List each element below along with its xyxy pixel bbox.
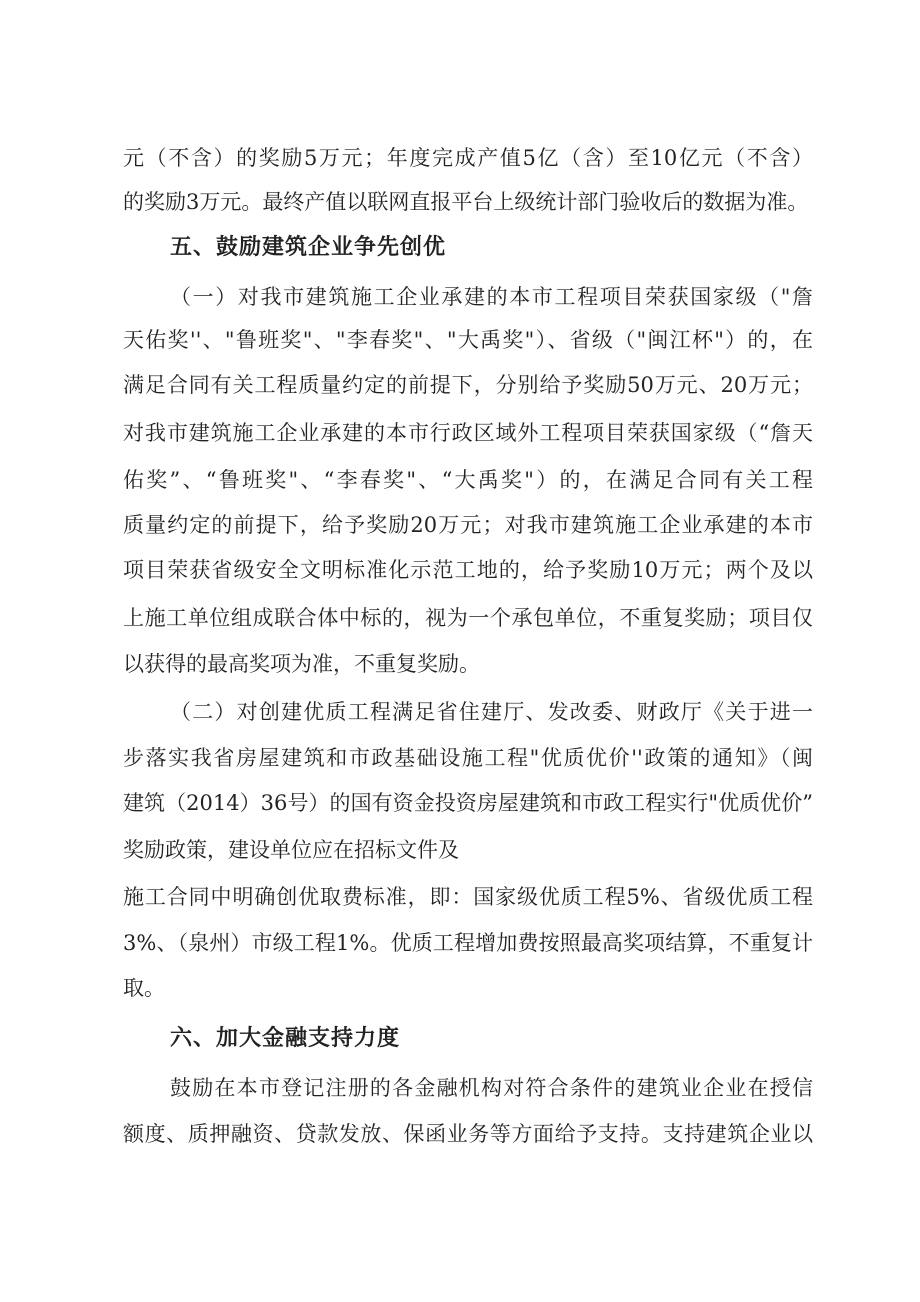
s5-p1-line-4: 对我市建筑施工企业承建的本市行政区域外工程项目荣获国家级（“詹天 bbox=[123, 421, 813, 445]
s5-p1-line-7: 项目荣获省级安全文明标准化示范工地的，给予奖励10万元；两个及以 bbox=[123, 558, 813, 582]
s5-p2-line-2: 步落实我省房屋建筑和市政基础设施工程"优质优价''政策的通知》（闽 bbox=[123, 746, 813, 770]
s5-p2-line-4: 奖励政策，建设单位应在招标文件及 bbox=[123, 838, 459, 862]
s5-p1-line-9: 以获得的最高奖项为准，不重复奖励。 bbox=[123, 652, 480, 676]
prev-paragraph-line-1: 元（不含）的奖励5万元；年度完成产值5亿（含）至10亿元（不含） bbox=[123, 146, 813, 170]
s6-p1-line-1: 鼓励在本市登记注册的各金融机构对符合条件的建筑业企业在授信 bbox=[170, 1076, 813, 1100]
s5-p1-line-6: 质量约定的前提下，给予奖励20万元；对我市建筑施工企业承建的本市 bbox=[123, 513, 813, 537]
section-6-heading: 六、加大金融支持力度 bbox=[170, 1026, 401, 1051]
s5-p2-line-5: 施工合同中明确创优取费标准，即：国家级优质工程5%、省级优质工程 bbox=[123, 885, 813, 909]
s5-p1-line-8: 上施工单位组成联合体中标的，视为一个承包单位，不重复奖励；项目仅 bbox=[123, 606, 813, 630]
s5-p1-line-5: 佑奖”、“鲁班奖"、“李春奖"、“大禹奖"）的，在满足合同有关工程 bbox=[123, 468, 813, 492]
s5-p2-line-3: 建筑（2014）36号）的国有资金投资房屋建筑和市政工程实行"优质优价” bbox=[123, 791, 813, 815]
s5-p1-line-2: 天佑奖''、"鲁班奖"、"李春奖"、"大禹奖"）、省级（"闽江杯"）的，在 bbox=[123, 328, 813, 352]
s5-p2-line-7: 取。 bbox=[123, 976, 165, 1000]
s6-p1-line-2: 额度、质押融资、贷款发放、保函业务等方面给予支持。支持建筑企业以 bbox=[123, 1122, 813, 1146]
s5-p2-line-1: （二）对创建优质工程满足省住建厅、发改委、财政厅《关于进一 bbox=[170, 700, 813, 724]
prev-paragraph-line-2: 的奖励3万元。最终产值以联网直报平台上级统计部门验收后的数据为准。 bbox=[123, 190, 809, 214]
s5-p1-line-3: 满足合同有关工程质量约定的前提下，分别给予奖励50万元、20万元； bbox=[123, 373, 813, 397]
s5-p1-line-1: （一）对我市建筑施工企业承建的本市工程项目荣获国家级（"詹 bbox=[170, 285, 813, 309]
s5-p2-line-6: 3%、（泉州）市级工程1%。优质工程增加费按照最高奖项结算，不重复计 bbox=[123, 931, 813, 955]
section-5-heading: 五、鼓励建筑企业争先创优 bbox=[170, 235, 447, 260]
